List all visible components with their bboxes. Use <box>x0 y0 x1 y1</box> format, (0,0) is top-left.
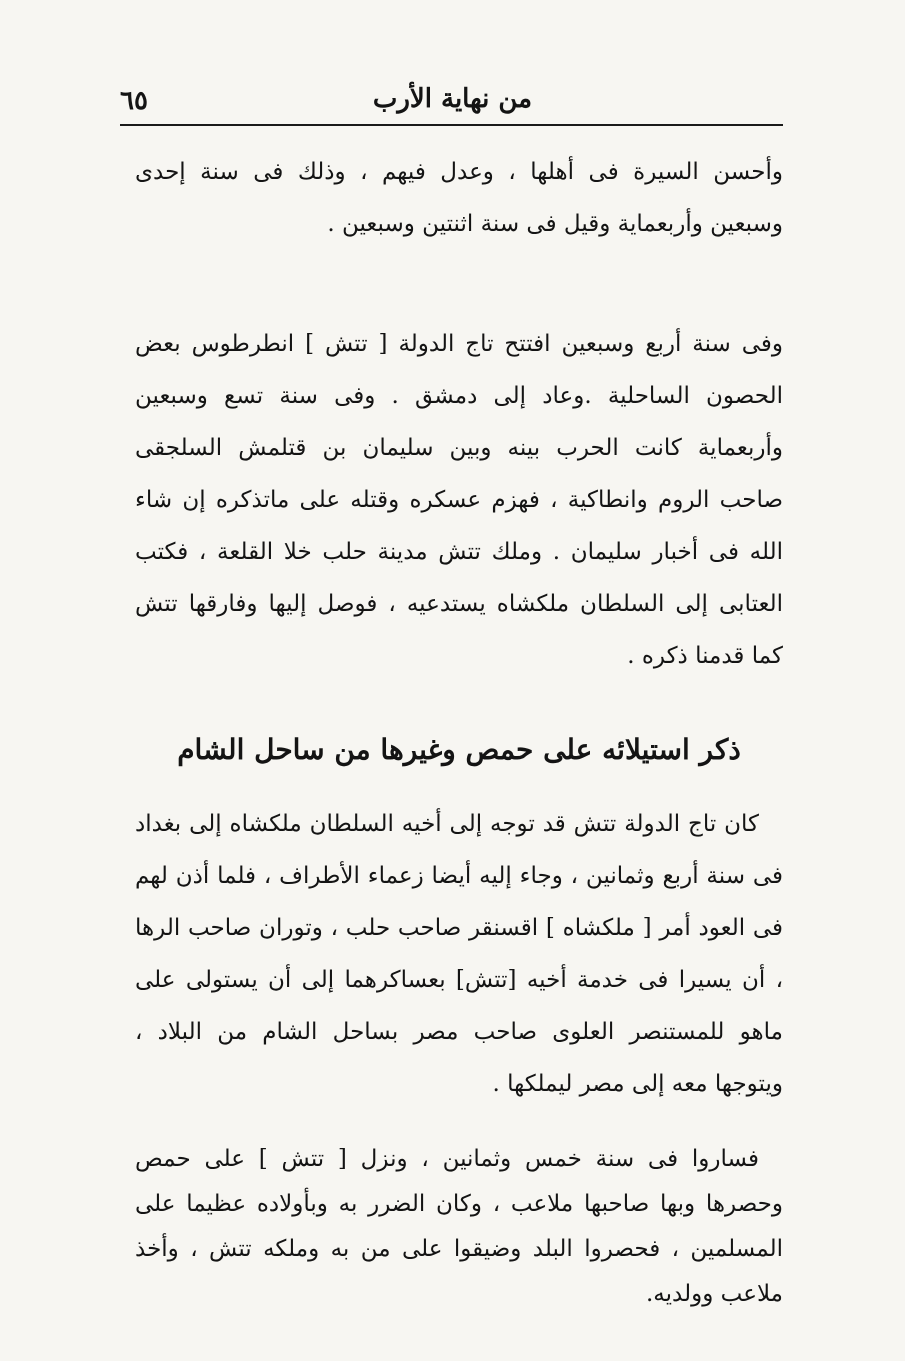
section-heading: ذكر استيلائه على حمص وغيرها من ساحل الشام <box>177 733 741 766</box>
paragraph-1: وأحسن السيرة فى أهلها ، وعدل فيهم ، وذلك فى سنة إحدى وسبعين وأربعماية وقيل فى سنة اثنتين وسبعين . <box>135 159 783 237</box>
header-rule <box>120 124 783 126</box>
section-paragraph-1: كان تاج الدولة تتش قد توجه إلى أخيه السلطان ملكشاه إلى بغداد فى سنة أربع وثمانين ، وجاء إليه أيضا زعماء الأطراف ، فلما أذن لهم فى العود أمر [ ملكشاه ] اقسنقر صاحب حلب ، وتوران صاحب الرها ، أن يسيرا فى خدمة أخيه [تتش] بعساكرهما إلى أن يستولى على ماهو للمستنصر العلوى صاحب مصر بساحل الشام من البلاد ، ويتوجها معه إلى مصر ليملكها . <box>135 811 783 1097</box>
page-number: ٦٥ <box>120 86 148 116</box>
section-paragraph-2: فساروا فى سنة خمس وثمانين ، ونزل [ تتش ] على حمص وحصرها وبها صاحبها ملاعب ، وكان الضرر به وبأولاده عظيما على المسلمين ، فحصروا البلد وضيقوا على من به وملكه تتش ، وأخذ ملاعب وولديه. <box>135 1146 783 1307</box>
page-header <box>120 78 785 122</box>
paragraph-2: وفى سنة أربع وسبعين افتتح تاج الدولة [ تتش ] انطرطوس بعض الحصون الساحلية .وعاد إلى دمشق . وفى سنة تسع وسبعين وأربعماية كانت الحرب بينه وبين سليمان بن قتلمش السلجقى صاحب الروم وانطاكية ، فهزم عسكره وقتله على ماتذكره إن شاء الله فى أخبار سليمان . وملك تتش مدينة حلب خلا القلعة ، فكتب العتابى إلى السلطان ملكشاه يستدعيه ، فوصل إليها وفارقها تتش كما قدمنا ذكره . <box>135 331 784 669</box>
running-title: من نهاية الأرب <box>372 84 533 114</box>
